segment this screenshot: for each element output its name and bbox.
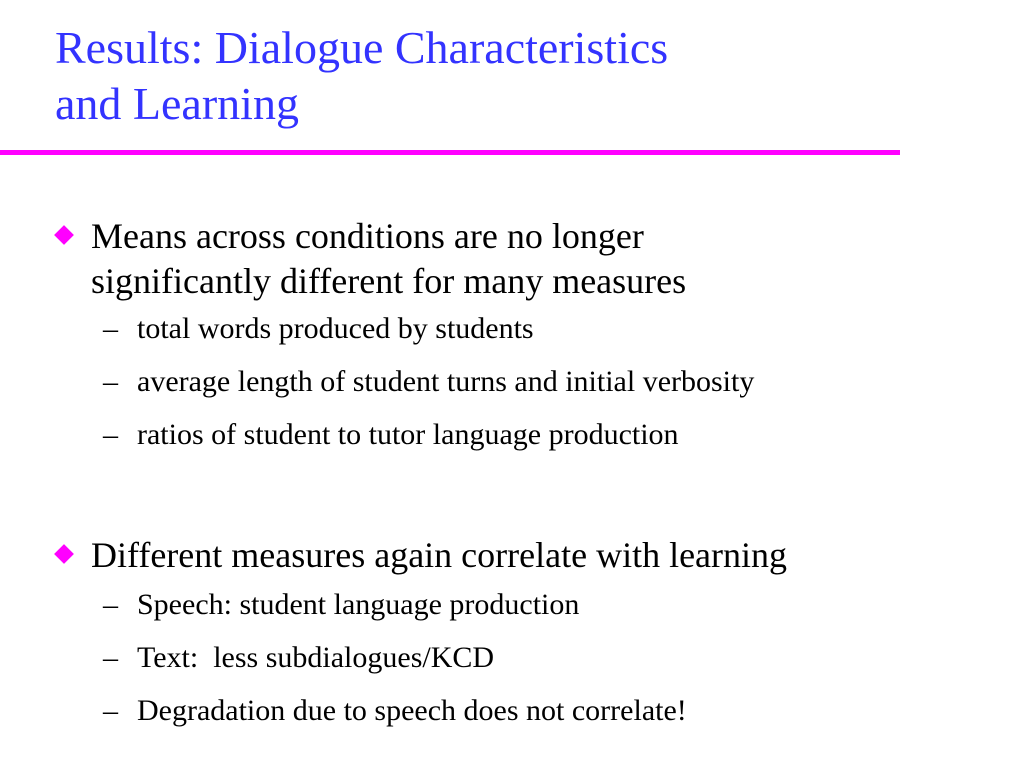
diamond-bullet-icon (54, 544, 74, 564)
bullet-point-2 (55, 533, 995, 749)
bullet-point-1-line-2: significantly different for many measures (91, 261, 687, 301)
bullet-point-2-line-1: Different measures again correlate with learning (91, 535, 788, 575)
sub-bullet-text: Speech: student language production (137, 588, 580, 621)
sub-bullet-text: ratios of student to tutor language production (137, 418, 679, 451)
slide-title-line-1: Results: Dialogue Characteristics (55, 22, 669, 73)
sub-bullet-text: total words produced by students (137, 312, 534, 345)
dash-marker: – (103, 365, 118, 398)
bullet-point-1 (55, 214, 995, 473)
sub-bullet (55, 367, 995, 397)
sub-bullet (55, 314, 995, 344)
title-divider (0, 150, 900, 155)
dash-marker: – (103, 694, 118, 727)
bullet-point-1-line-1: Means across conditions are no longer (91, 216, 644, 256)
sub-bullet (55, 696, 995, 726)
slide-title-line-2: and Learning (55, 78, 299, 129)
bullet-point-1-text (55, 214, 995, 304)
slide-title (55, 20, 935, 132)
sub-bullet-text: average length of student turns and initial verbosity (137, 365, 755, 398)
diamond-bullet-icon (54, 225, 74, 245)
sub-bullet (55, 590, 995, 620)
sub-bullet-text: Text: less subdialogues/KCD (137, 641, 495, 674)
dash-marker: – (103, 641, 118, 674)
bullet-point-1-subitems (55, 314, 995, 450)
sub-bullet (55, 420, 995, 450)
sub-bullet (55, 643, 995, 673)
bullet-point-2-subitems (55, 590, 995, 726)
dash-marker: – (103, 588, 118, 621)
dash-marker: – (103, 418, 118, 451)
dash-marker: – (103, 312, 118, 345)
bullet-point-2-text (55, 533, 995, 578)
sub-bullet-text: Degradation due to speech does not correlate! (137, 694, 687, 727)
